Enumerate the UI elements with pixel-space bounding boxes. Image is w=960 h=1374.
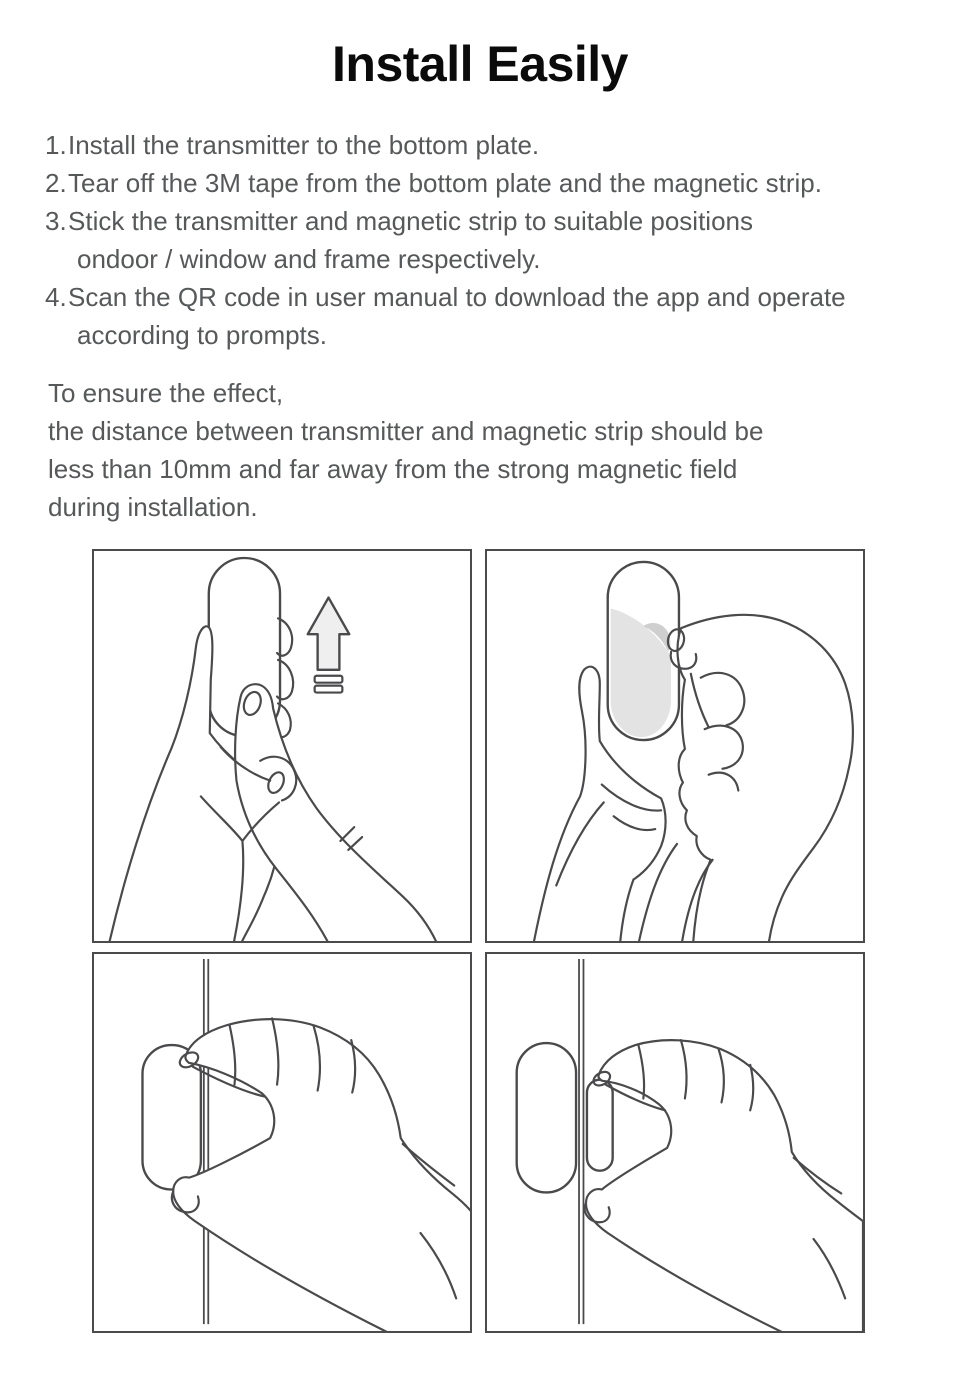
step-2-illustration [485, 549, 865, 943]
page-title: Install Easily [332, 36, 628, 92]
sticking-transmitter-drawing [94, 954, 470, 1331]
instruction-list [0, 126, 930, 354]
right-hand [235, 684, 439, 941]
magnetic-strip [587, 1080, 613, 1171]
step-1-illustration [92, 549, 472, 943]
arrow-motion-bar [315, 676, 343, 683]
door-frame-line [579, 959, 583, 1324]
transmitter-device [517, 1043, 576, 1192]
item-number: 1. [45, 130, 67, 160]
sticking-magnetic-strip-drawing [487, 954, 863, 1331]
item-text-continued: ondoor / window and frame respectively. [77, 244, 541, 274]
note-line: during installation. [48, 492, 258, 522]
step-3-illustration [92, 952, 472, 1333]
pressing-hand [173, 1019, 470, 1331]
item-text-continued: according to prompts. [77, 320, 328, 350]
door-frame-line [204, 959, 208, 1324]
note-line: less than 10mm and far away from the strong magnetic field [48, 454, 738, 484]
item-text: Install the transmitter to the bottom plate. [68, 130, 540, 160]
arrow-motion-bar [315, 686, 343, 693]
up-arrow-icon [308, 598, 350, 670]
note-paragraph [48, 374, 928, 526]
item-number: 4. [45, 282, 67, 312]
hands-installing-transmitter-drawing [94, 551, 470, 941]
list-item [0, 202, 930, 278]
item-number: 2. [45, 168, 67, 198]
item-number: 3. [45, 206, 67, 236]
item-text: Tear off the 3M tape from the bottom plate and the magnetic strip. [68, 168, 822, 198]
note-line: the distance between transmitter and magnetic strip should be [48, 416, 764, 446]
hands-peeling-tape-drawing [487, 551, 863, 941]
list-item [0, 126, 930, 164]
list-item [0, 278, 930, 354]
item-text: Stick the transmitter and magnetic strip to suitable positions [68, 206, 753, 236]
item-text: Scan the QR code in user manual to download the app and operate [68, 282, 846, 312]
right-hand [677, 615, 852, 941]
note-line: To ensure the effect, [48, 378, 284, 408]
step-4-illustration [485, 952, 865, 1333]
list-item [0, 164, 930, 202]
